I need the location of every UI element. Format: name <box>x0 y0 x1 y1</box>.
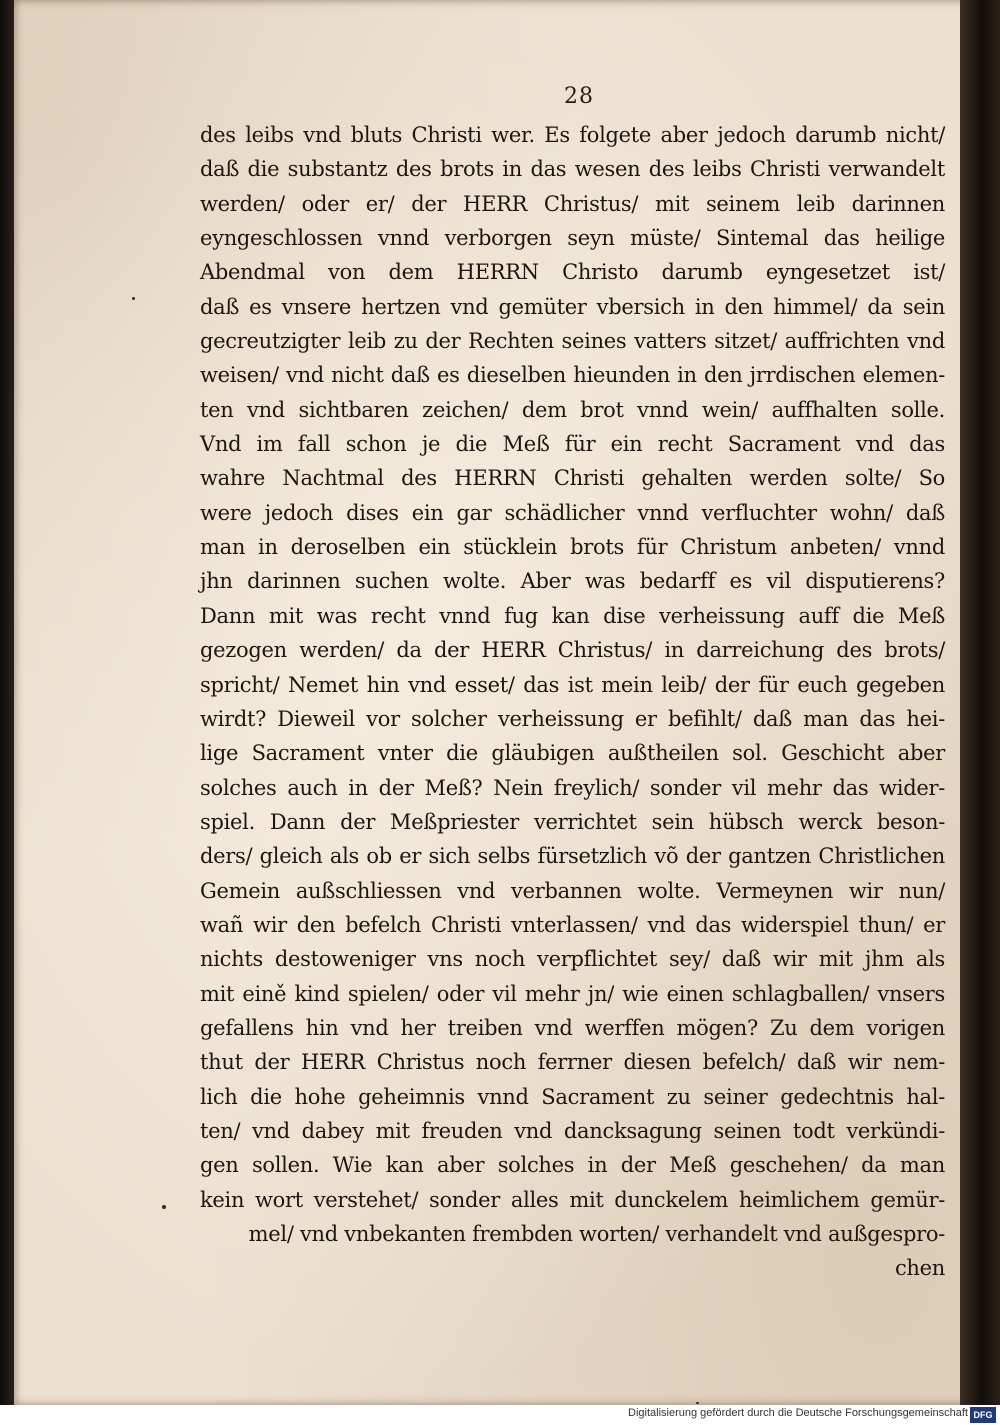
catchword: chen <box>894 1256 945 1281</box>
text-block <box>200 118 945 1286</box>
text-line: wahre Nachtmal des HERRN Christi gehalten werden solte/ So <box>200 466 945 491</box>
text-line: des leibs vnd bluts Christi wer. Es folgete aber jedoch darumb nicht/ <box>200 123 945 147</box>
text-line: jhn darinnen suchen wolte. Aber was bedarff es vil disputierens? <box>200 569 945 594</box>
text-line: gefallens hin vnd her treiben vnd werffen mögen? Zu dem vorigen <box>200 1015 945 1040</box>
text-line: Gemein außschliessen vnd verbannen wolte. Vermeynen wir nun/ <box>200 878 945 903</box>
text-line: daß es vnsere hertzen vnd gemüter vbersich in den himmel/ da sein <box>200 294 945 319</box>
text-line: ten/ vnd dabey mit freuden vnd dancksagung seinen todt verkündi- <box>200 1118 945 1143</box>
text-line: Abendmal von dem HERRN Christo darumb eyngesetzet ist/ <box>200 260 945 285</box>
text-line: werden/ oder er/ der HERR Christus/ mit seinem leib darinnen <box>200 191 945 216</box>
text-line: kein wort verstehet/ sonder alles mit dunckelem heimlichem gemür- <box>200 1187 945 1212</box>
text-line: wañ wir den befelch Christi vnterlassen/ vnd das widerspiel thun/ er <box>200 912 945 937</box>
book-page <box>14 0 976 1405</box>
dfg-logo-icon: DFG <box>970 1407 996 1423</box>
footer-band <box>0 1405 1000 1425</box>
text-line: spricht/ Nemet hin vnd esset/ das ist mein leib/ der für euch gegeben <box>200 672 945 697</box>
binding-left-edge <box>0 0 14 1425</box>
text-line: wirdt? Dieweil vor solcher verheissung er befihlt/ daß man das hei- <box>200 706 945 731</box>
binding-right-edge <box>960 0 1000 1425</box>
text-line: gecreutzigter leib zu der Rechten seines vatters sitzet/ auffrichten vnd <box>200 329 945 354</box>
text-line: Dann mit was recht vnnd fug kan dise verheissung auff die Meß <box>200 603 945 628</box>
text-line: daß die substantz des brots in das wesen des leibs Christi verwandelt <box>200 157 945 182</box>
text-line: lich die hohe geheimnis vnnd Sacrament zu seiner gedechtnis hal- <box>200 1084 945 1109</box>
text-line: lige Sacrament vnter die gläubigen außtheilen sol. Geschicht aber <box>200 741 945 766</box>
footer-credit: Digitalisierung gefördert durch die Deutsche Forschungsgemeinschaft <box>628 1407 968 1419</box>
text-line: Vnd im fall schon je die Meß für ein recht Sacrament vnd das <box>200 432 945 457</box>
text-line: mit eině kind spielen/ oder vil mehr jn/ wie einen schlagballen/ vnsers <box>200 981 945 1006</box>
text-line: man in deroselben ein stücklein brots für Christum anbeten/ vnnd <box>200 535 945 560</box>
text-line: gen sollen. Wie kan aber solches in der Meß geschehen/ da man <box>200 1153 945 1178</box>
text-line: thut der HERR Christus noch ferrner diesen befelch/ daß wir nem- <box>200 1050 945 1075</box>
text-line: weisen/ vnd nicht daß es dieselben hieunden in den jrrdischen elemen- <box>200 363 945 388</box>
text-line: nichts destoweniger vns noch verpflichtet sey/ daß wir mit jhm als <box>200 947 945 972</box>
text-line: were jedoch dises ein gar schädlicher vnnd verfluchter wohn/ daß <box>200 500 945 525</box>
page-number: 28 <box>564 84 594 109</box>
text-line: mel/ vnd vnbekanten frembden worten/ verhandelt vnd außgespro- <box>248 1222 945 1246</box>
text-line: ders/ gleich als ob er sich selbs fürsetzlich võ der gantzen Christlichen <box>200 844 945 869</box>
text-line: spiel. Dann der Meßpriester verrichtet sein hübsch werck beson- <box>200 809 945 834</box>
text-line: gezogen werden/ da der HERR Christus/ in darreichung des brots/ <box>200 638 945 663</box>
text-line: ten vnd sichtbaren zeichen/ dem brot vnnd wein/ auffhalten solle. <box>200 397 945 422</box>
text-line: eyngeschlossen vnnd verborgen seyn müste/ Sintemal das heilige <box>200 226 945 251</box>
text-line: solches auch in der Meß? Nein freylich/ sonder vil mehr das wider- <box>200 775 945 800</box>
